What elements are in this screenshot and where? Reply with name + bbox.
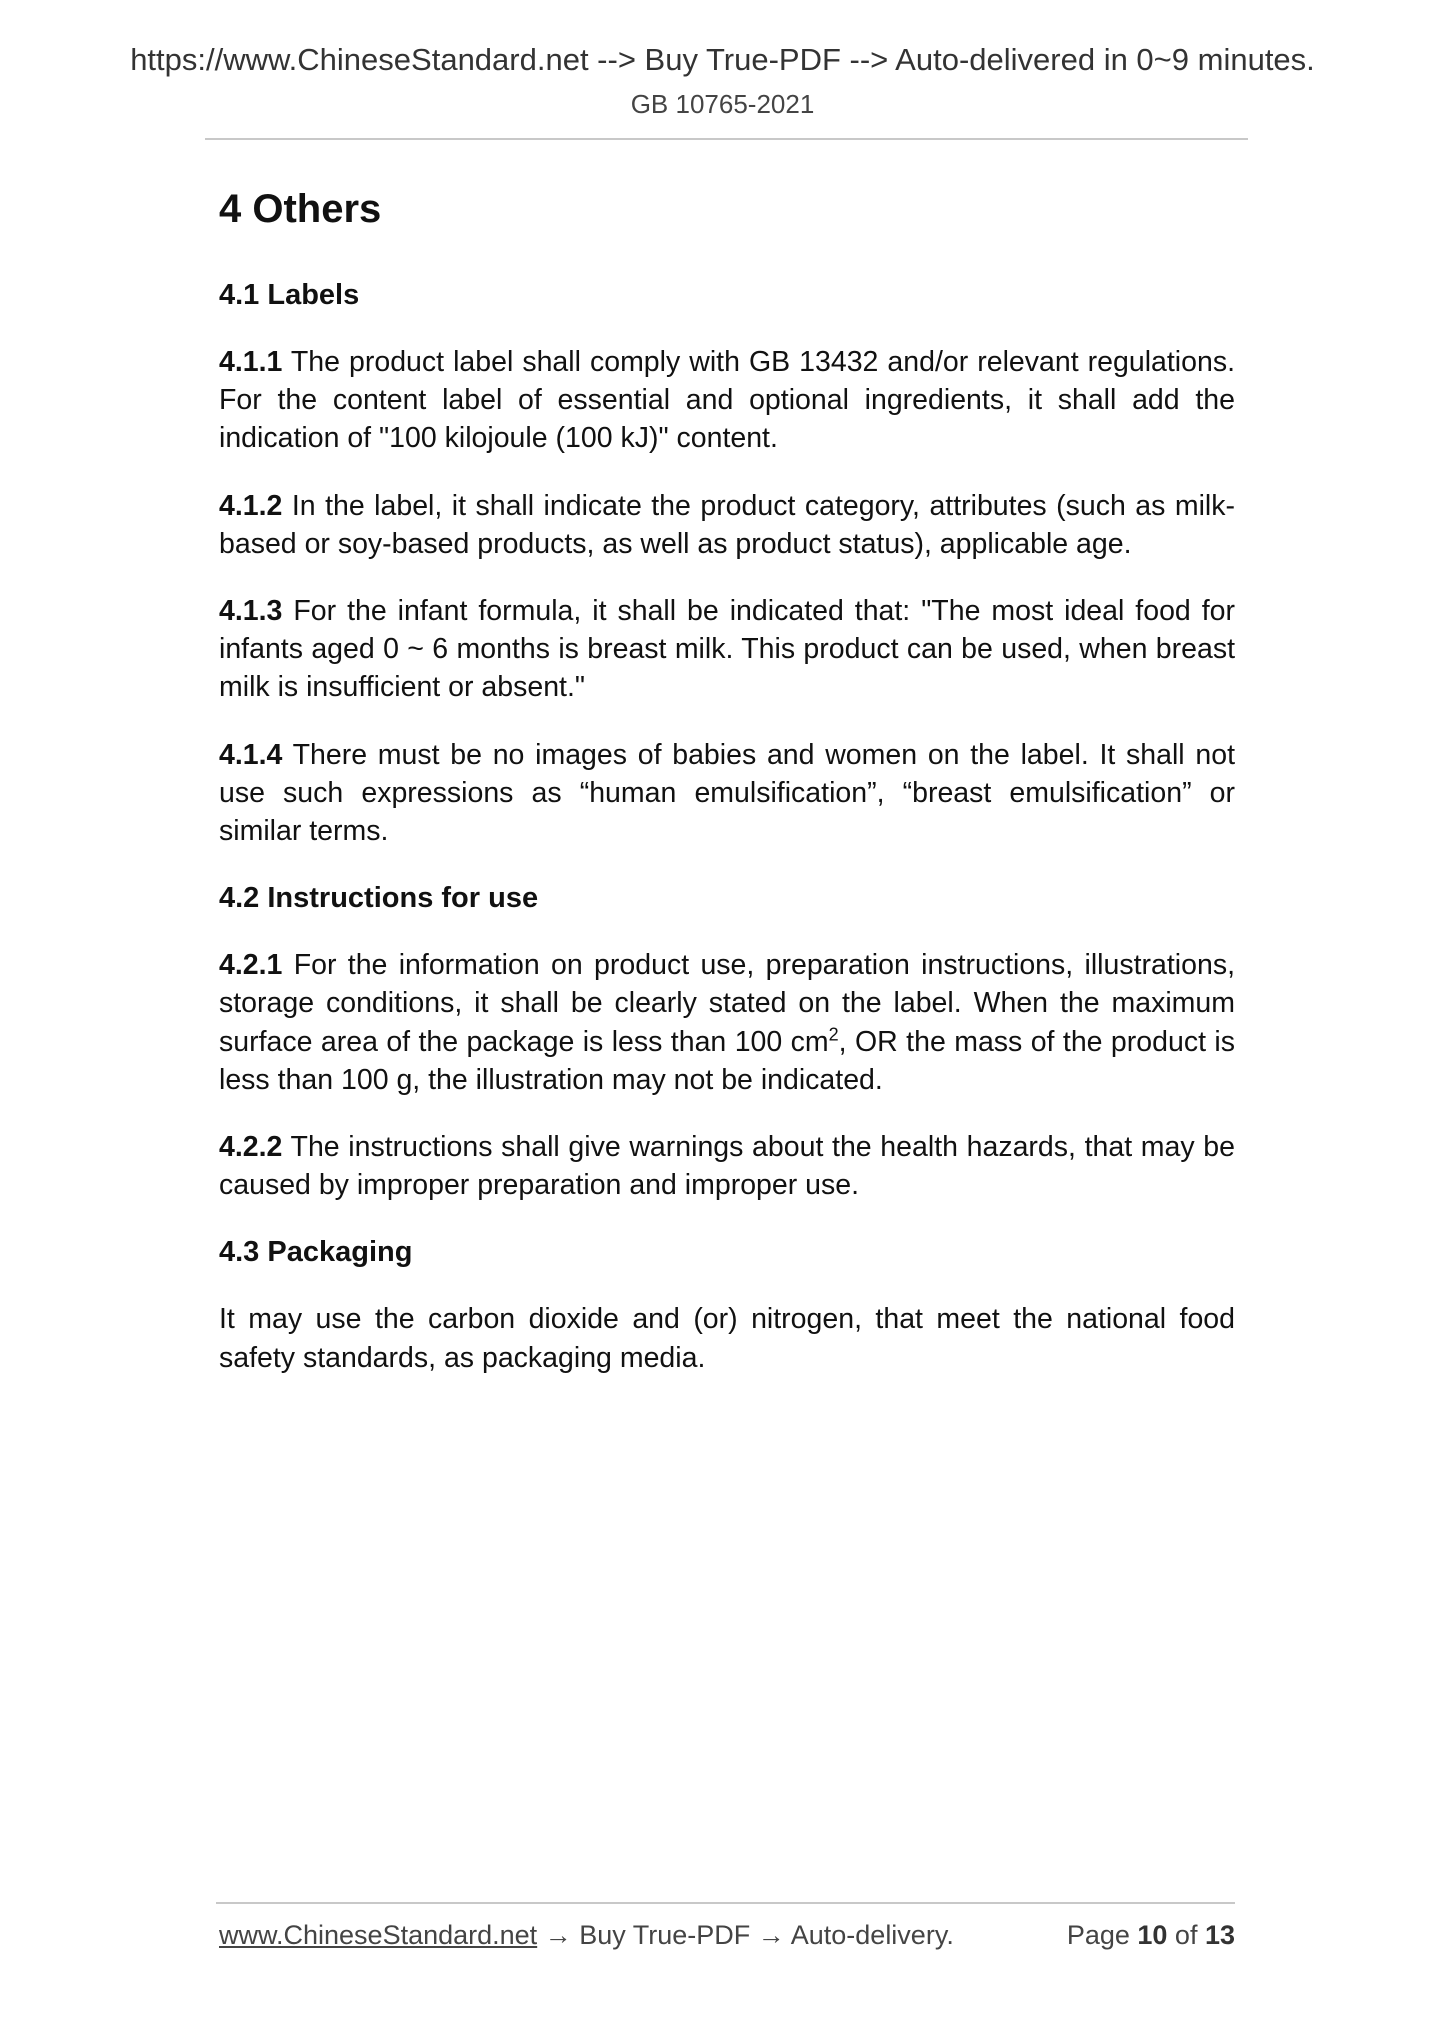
clause-text: The instructions shall give warnings about the health hazards, that may be caused by improper preparation and improper use. — [219, 1131, 1235, 1202]
clause-number: 4.2.2 — [219, 1131, 283, 1164]
document-code: GB 10765-2021 — [630, 89, 815, 119]
of-label: of — [1167, 1920, 1205, 1950]
page-label: Page — [1066, 1920, 1138, 1950]
footer-divider — [216, 1902, 1235, 1904]
clause-text: For the infant formula, it shall be indicated that: "The most ideal food for infants aged 0 ~ 6 months is breast milk. This product can be used, when breast milk is insufficient or absent." — [219, 595, 1235, 704]
page-content — [219, 180, 1235, 1377]
footer-promo — [219, 1918, 954, 1952]
clause-number: 4.1.2 — [219, 489, 283, 522]
clause-text: , OR the mass of the product is less than 100 g, the illustration may not be indicated. — [219, 1025, 1235, 1096]
section-title: 4 Others — [219, 187, 382, 231]
paragraph-4-3 — [219, 1300, 1235, 1376]
superscript: 2 — [828, 1024, 839, 1045]
subsection-title-labels: 4.1 Labels — [219, 279, 360, 311]
clause-text: For the information on product use, preparation instructions, illustrations, storage conditions, it shall be clearly stated on the label. When the maximum surface area of the package is less than 100 cm — [219, 949, 1235, 1058]
clause-number: 4.1.4 — [219, 738, 283, 771]
paragraph-4-2-2 — [219, 1128, 1235, 1204]
subsection-title-packaging: 4.3 Packaging — [219, 1236, 413, 1269]
clause-number: 4.1.3 — [219, 595, 283, 628]
paragraph-4-1-3 — [219, 592, 1235, 707]
total-pages: 13 — [1204, 1920, 1235, 1950]
paragraph-4-1-2 — [219, 487, 1235, 563]
page-number — [1067, 1918, 1235, 1952]
footer-promo-text: → Buy True-PDF → Auto-delivery. — [537, 1920, 954, 1950]
clause-text: In the label, it shall indicate the product category, attributes (such as milk-based or soy-based products, as well as product status), applicable age. — [219, 489, 1235, 560]
clause-text: There must be no images of babies and women on the label. It shall not use such expressions as “human emulsification”, “breast emulsification” or similar terms. — [219, 738, 1235, 848]
header-divider — [205, 138, 1248, 140]
top-banner: https://www.ChineseStandard.net --> Buy True-PDF --> Auto-delivered in 0~9 minutes. — [130, 42, 1315, 77]
clause-text: It may use the carbon dioxide and (or) nitrogen, that meet the national food safety standards, as packaging media. — [219, 1303, 1235, 1374]
clause-number: 4.1.1 — [219, 346, 283, 378]
paragraph-4-2-1 — [219, 946, 1235, 1099]
clause-text: The product label shall comply with GB 13432 and/or relevant regulations. For the content label of essential and optional ingredients, it shall add the indication of "100 kilojoule (100 kJ)" content. — [219, 346, 1235, 455]
subsection-title-instructions: 4.2 Instructions for use — [219, 882, 539, 915]
paragraph-4-1-4 — [219, 736, 1235, 851]
paragraph-4-1-1 — [219, 343, 1235, 458]
clause-number: 4.2.1 — [219, 949, 283, 982]
current-page: 10 — [1137, 1920, 1168, 1950]
footer-website-link[interactable]: www.ChineseStandard.net — [219, 1920, 538, 1950]
